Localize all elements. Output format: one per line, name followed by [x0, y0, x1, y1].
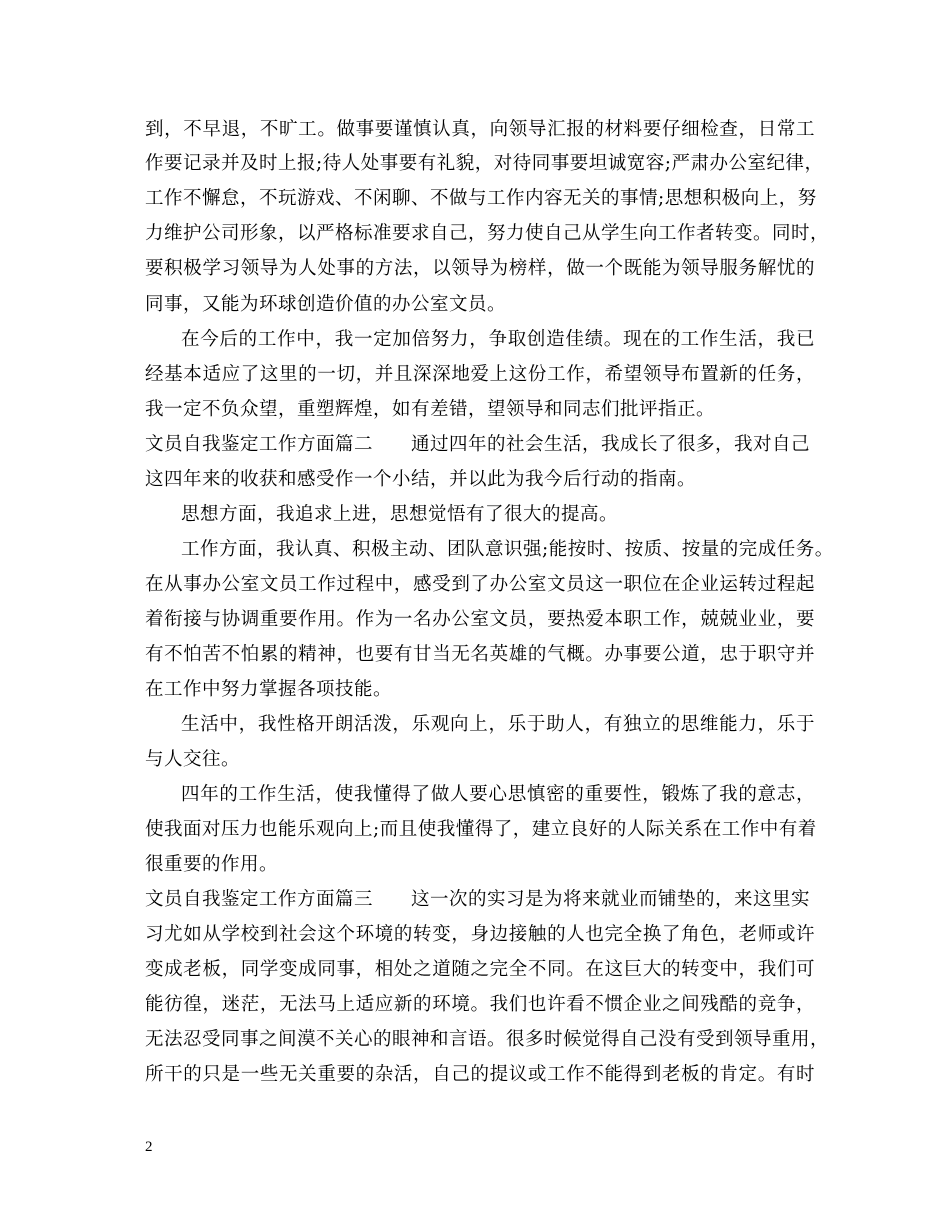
section-heading: 文员自我鉴定工作方面篇二 [145, 434, 374, 455]
text-line: 在从事办公室文员工作过程中，感受到了办公室文员这一职位在企业运转过程起 [145, 574, 815, 595]
paragraph-first-line: 生活中，我性格开朗活泼，乐观向上，乐于助人，有独立的思维能力，乐于 [181, 714, 815, 735]
text-line: 很重要的作用。 [145, 854, 279, 875]
text-line: 要积极学习领导为人处事的方法，以领导为榜样，做一个既能为领导服务解忧的 [145, 258, 815, 279]
text-line: 能彷徨，迷茫，无法马上适应新的环境。我们也许看不惯企业之间残酷的竞争， [145, 994, 815, 1015]
section-heading-line [145, 433, 815, 457]
text-line: 经基本适应了这里的一切，并且深深地爱上这份工作，希望领导布置新的任务， [145, 364, 815, 385]
text-line: 到，不早退，不旷工。做事要谨慎认真，向领导汇报的材料要仔细检查，日常工 [145, 119, 815, 140]
paragraph-first-line: 工作方面，我认真、积极主动、团队意识强;能按时、按质、按量的完成任务。 [181, 539, 834, 560]
text-line: 着衔接与协调重要作用。作为一名办公室文员，要热爱本职工作，兢兢业业，要 [145, 609, 815, 630]
text-line: 同事，又能为环球创造价值的办公室文员。 [145, 294, 507, 315]
text-line: 我一定不负众望，重塑辉煌，如有差错，望领导和同志们批评指正。 [145, 399, 716, 420]
text-line: 使我面对压力也能乐观向上;而且使我懂得了，建立良好的人际关系在工作中有着 [145, 819, 817, 840]
text-line: 这四年来的收获和感受作一个小结，并以此为我今后行动的指南。 [145, 469, 697, 490]
text-line: 在工作中努力掌握各项技能。 [145, 679, 393, 700]
text-line: 所干的只是一些无关重要的杂活，自己的提议或工作不能得到老板的肯定。有时 [145, 1064, 815, 1085]
page-number: 2 [145, 1139, 153, 1155]
paragraph-first-line: 在今后的工作中，我一定加倍努力，争取创造佳绩。现在的工作生活，我已 [181, 329, 815, 350]
section-heading: 文员自我鉴定工作方面篇三 [145, 889, 374, 910]
section-text: 通过四年的社会生活，我成长了很多，我对自己 [411, 434, 811, 455]
text-line: 无法忍受同事之间漠不关心的眼神和言语。很多时候觉得自己没有受到领导重用， [145, 1029, 830, 1050]
text-line: 作要记录并及时上报;待人处事要有礼貌，对待同事要坦诚宽容;严肃办公室纪律， [145, 153, 824, 174]
text-line: 与人交往。 [145, 749, 241, 770]
paragraph-first-line: 四年的工作生活，使我懂得了做人要心思慎密的重要性，锻炼了我的意志， [181, 784, 815, 805]
text-line: 工作不懈怠，不玩游戏、不闲聊、不做与工作内容无关的事情;思想积极向上，努 [145, 188, 817, 209]
paragraph-first-line: 思想方面，我追求上进，思想觉悟有了很大的提高。 [181, 504, 619, 525]
text-line: 力维护公司形象，以严格标准要求自己，努力使自己从学生向工作者转变。同时， [145, 223, 830, 244]
text-line: 变成老板，同学变成同事，相处之道随之完全不同。在这巨大的转变中，我们可 [145, 959, 815, 980]
section-text: 这一次的实习是为将来就业而铺垫的，来这里实 [411, 889, 811, 910]
section-heading-line [145, 888, 815, 912]
text-line: 习尤如从学校到社会这个环境的转变，身边接触的人也完全换了角色，老师或许 [145, 924, 815, 945]
text-line: 有不怕苦不怕累的精神，也要有甘当无名英雄的气概。办事要公道，忠于职守并 [145, 644, 815, 665]
